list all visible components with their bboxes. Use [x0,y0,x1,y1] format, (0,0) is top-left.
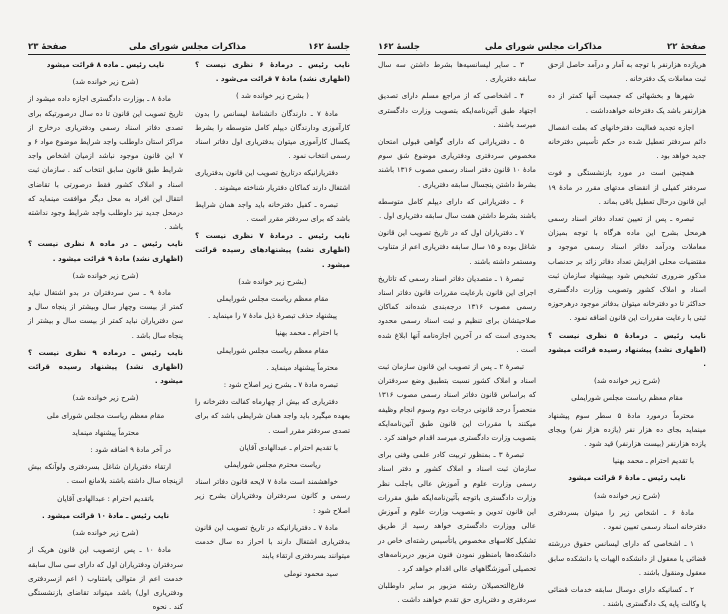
paragraph: (شرح زیر خوانده شد) [593,376,660,386]
paragraph: (بشرح زیر خوانده شد) [238,276,307,286]
paragraph: ۶ ـ دفتریارانی که دارای دیپلم کامل متوسطه باشند بشرط داشتن هفت سال سابقه دفتریاری اول . [378,196,536,221]
paragraph: ۷ ـ دفتریاران اول که در تاریخ تصویب این قانون شاغل بوده و ۱۵ سال سابقه دفتریاری اعم از متناوب ومستمر داشته باشند . [378,228,536,266]
column-left [378,58,536,605]
paragraph: دفتریارانیکه درتاریخ تصویب این قانون بدفتریاری اشتغال دارند کماکان دفتریار شناخته میشوند . [195,168,350,192]
paragraph: نایب رئیس ـ مادهٔ ۱۰ قرائت میشود . [41,510,170,520]
paragraph: با تقدیم احترام ـ محمد بهنیا [612,456,694,466]
paragraph: محترماً درمورد مادهٔ ۵ سطر سوم پیشنهاد مینماید بجای ده هزار نفر (یازده هزار نفر) وبجای یازده هزارنفر (بیست هزارنفر) قید شود . [548,410,706,449]
paragraph: (شرح زیر خوانده شد) [72,77,139,87]
paragraph: نایب رئیس ـ درماده ۹ نظری نیست ؟ (اظهاری نشد) پیشنهاد رسیده قرائت میشود . [28,347,183,386]
text-columns [28,58,350,612]
paragraph: (شرح زیر خوانده شد) [593,490,660,500]
paragraph: تبصرهٔ ۱ ـ متصدیان دفاتر اسناد رسمی که تاتاریخ اجرای این قانون بارعایت مقررات قانون دفاتر اسناد رسمی مصوب ۱۳۱۶ درجه‌بندی شده‌اند کماکان صلاحیتشان برای تنظیم و ثبت اسناد رسمی محدود بحدودی است که در آخرین اجازه‌نامه آنها ابلاغ شده است . [378,273,536,354]
paragraph: سید محمود نوملی [283,568,338,578]
paragraph: نایب رئیس ـ مادهٔ ۶ قرائت میشود [568,473,686,483]
text-columns [378,58,706,609]
paragraph: ۲ ـ کسانیکه دارای دوسال سابقه خدمات قضائی یا وکالت پایه یک دادگستری باشند . [548,584,706,609]
paragraph: مقام معظم ریاست مجلس شورایملی [216,345,329,355]
paragraph: شهرها و بخشهائی که جمعیت آنها کمتر از ده هزارنفر باشد یک دفترخانه خواهدداشت . [548,91,706,115]
page-number: صفحهٔ ۲۲ [667,42,706,52]
paragraph: نایب رئیس ـ درمادهٔ ۷ نظری نیست ؟ (اظهاری نشد) پیشنهادهای رسیده قرائت میشود . [195,231,350,269]
publication-title: مذاکرات مجلس شورای ملی [128,42,247,52]
paragraph: همچنین است در مورد بازنشستگی و فوت سردفتر کفیلی از انقضای مدتهای مقرر در مادهٔ ۱۹ این قانون درحال تعطیل باقی بماند . [548,168,706,206]
paragraph: (شرح زیر خوانده شد) [72,528,139,538]
paragraph: (شرح زیر خوانده شد) [72,270,139,280]
paragraph: ( بشرح زیر خوانده شد ) [236,91,309,101]
paragraph: مقام معظم ریاست مجلس شورای ملی [46,410,165,420]
paragraph: نایب رئیس ـ درمادهٔ ۶ نظری نیست ؟ (اظهاری نشد) مادهٔ ۷ قرائت می‌شود . [195,60,350,84]
paragraph: نایب رئیس ـ ماده ۸ قرائت میشود [46,60,165,69]
paragraph: مادهٔ ۶ ـ اشخاص زیر را میتوان بسردفتری دفترخانه اسناد رسمی تعیین نمود . [548,507,706,532]
paragraph: مادهٔ ۷ ـ دارندگان دانشنامهٔ لیسانس را بدون کارآموزی ودارندگان دیپلم کامل متوسطه را بشرط یکسال کارآموزی میتوان بدفتریاری اول دفاتر اسناد رسمی انتخاب نمود . [195,108,350,161]
paragraph: تبصره ـ کفیل دفترخانه باید واجد همان شرایط باشد که برای سردفتر مقرر است . [195,199,350,224]
paragraph: با احترام ـ محمد بهنیا [275,328,338,338]
paragraph: مقام معظم ریاست مجلس شورایملی [571,393,683,403]
paragraph: باتقدیم احترام : عبدالهادی آقایان [57,493,154,503]
paragraph: مادهٔ ۷ ـ دفتریارانیکه در تاریخ تصویب این قانون بدفتریاری اشتغال دارند با احراز ده سال خدمت میتوانند بسردفتری ارتقاء یابند [195,522,350,561]
paragraph: در آخر مادهٔ ۹ اضافه شود : [90,445,171,455]
paragraph: ۳ ـ سایر لیسانسیه‌ها بشرط داشتن سه سال سابقه دفتریاری . [378,60,536,84]
paragraph: نایب رئیس ـ در ماده ۸ نظری نیست ؟ (اظهاری نشد) مادهٔ ۹ قرائت میشود . [28,239,183,263]
column-right [195,58,350,581]
column-left [28,58,183,612]
paragraph: تبصرهٔ ۳ ـ بمنظور تربیت کادر علمی وفنی برای سازمان ثبت اسناد و املاک کشور و دفتر اسناد رسمی وزارت علوم و آموزش عالی باجلب نظر وزارت دادگستری باتوجه بآئین‌نامه‌ایکه طبق مقررات این قانون تدوین و بتصویب وزارت علوم و آموزش عالی ووزارت دادگستری خواهد رسید از طریق تشکیل کلاسهای مخصوص یاتأسیس رشته‌ای خاص در دانشکده‌ها بامنظور نمودن فنون مزبور دربرنامه‌های تحصیلی آموزشگاههای عالی اقدام خواهد کرد . [378,450,536,573]
page-header [378,38,706,55]
paragraph: تبصره مادهٔ ۷ ـ بشرح زیر اصلاح شود : [223,380,338,390]
paragraph: تبصرهٔ ۲ ـ پس از تصویب این قانون سازمان ثبت اسناد و املاک کشور نسبت بتطبیق وضع سردفتران که براساس قانون دفاتر اسناد رسمی مصوب ۱۳۱۶ منحصراً درحد قانونی درجات دوم وسوم انجام وظیفه میکنند با مقررات این قانون طبق آئین‌نامه‌ایکه بتصویب وزارت دادگستری میرسد اقدام خواهند کرد . [378,362,536,443]
publication-title: مذاکرات مجلس شورای ملی [484,42,603,52]
paragraph: هریازده هزارنفر با توجه به آمار و درآمد حاصل ازحق ثبت معاملات یک دفترخانه . [548,60,706,84]
page-header [28,38,350,55]
session-number: جلسهٔ ۱۶۲ [308,42,350,52]
paragraph: اجازه تجدید فعالیت دفترخانهای که بعلت انفصال دائم سردفتر تعطیل شده در حکم تأسیس دفترخانه جدید خواهد بود . [548,122,706,161]
paragraph: مقام معظم ریاست مجلس شورایملی [216,294,329,304]
paragraph: نایب رئیس ـ درمادهٔ ۵ نظری نیست ؟ (اظهاری نشد) پیشنهاد رسیده قرائت میشود . [548,330,706,369]
paragraph: محترماً پیشنهاد مینماید [72,427,139,437]
paragraph: پیشنهاد حذف تبصرهٔ ذیل مادهٔ ۷ را مینماید . [207,311,338,321]
column-right [548,58,706,609]
paragraph: ۴ ـ اشخاصی که از مراجع مسلم دارای تصدیق اجتهاد طبق آئین‌نامه‌ایکه بتصویب وزارت دادگستری میرسد باشند . [378,91,536,129]
session-number: جلسهٔ ۱۶۲ [378,42,420,52]
paragraph: ۱ ـ اشخاصی که دارای لیسانس حقوق دررشته قضائی یا معقول از دانشکده الهیات یا دانشکده سابق معقول ومنقول باشند . [548,539,706,577]
page-number: صفحهٔ ۲۳ [28,42,67,52]
right-page [364,0,728,609]
paragraph: مادهٔ ۸ ـ بوزارت دادگستری اجازه داده میشود از تاریخ تصویب این قانون تا ده سال درصورتیکه برای تصدی دفاتر اسناد رسمی ودفتریاری درخارج از مراکز استان داوطلب واجد شرایط موضوع مواد ۶ و ۷ این قانون موجود نباشد ازمیان اشخاص واجد شرایط طبق قانون سابق انتخاب کند . سازمان ثبت اسناد و املاک کشور فقط درصورتی با تقاضای انتقال این افراد به محل دیگر موافقت مینماید که درمحل جدید نیز داوطلب واجد شرایط وجود نداشته باشد . [28,94,183,232]
paragraph: ۵ ـ دفتریارانی که دارای گواهی قبولی امتحان مخصوص سردفتری ودفتریاری موضوع شق سوم مادهٔ ۱۰ قانون دفتر اسناد رسمی مصوب ۱۳۱۶ باشند بشرط داشتن پنجسال سابقه دفتریاری . [378,137,536,189]
paragraph: (شرح زیر خوانده شد) [72,393,139,403]
paragraph: فارغ‌التحصیلان رشته مزبور بر سایر داوطلبان سردفتری و دفتریاری حق تقدم خواهند داشت . [378,581,536,605]
paragraph: ارتقاء دفتریاران شاغل بسردفتری ولوآنکه بیش ازپنجاه سال داشته باشند بلامانع است . [28,462,183,486]
paragraph: مادهٔ ۱۰ ـ پس ازتصویب این قانون هریک از سردفتران ودفتریاران اول که دارای سی سال سابقه خدمت اعم از متوالی یامتناوب ( اعم ازسردفتری ودفتریاری اول) باشد میتواند تقاضای بازنشستگی کند . نحوه [28,545,183,612]
left-page [0,0,364,612]
paragraph: خواهشمند است مادهٔ ۷ لایحه قانون دفاتر اسناد رسمی و کانون سردفتران ودفتریاران بشرح زیر اصلاح شود : [195,477,350,515]
paragraph: محترماً پیشنهاد مینماید . [266,362,338,372]
paragraph: با تقدیم احترام ـ عبدالهادی آقایان [239,442,338,452]
paragraph: مادهٔ ۹ ـ سن سردفتران در بدو اشتغال نباید کمتر از بیست وچهار سال وبیشتر از پنجاه سال و سن دفتریاران نباید کمتر از بیست سال و بیشتر از پنجاه سال باشد . [28,288,183,340]
paragraph: ریاست محترم مجلس شورایملی [224,460,321,470]
paragraph: دفتریاری که بیش از چهارماه کفالت دفترخانه را بعهده میگیرد باید واجد همان شرایطی باشد که برای تصدی سردفتر مقرر است . [195,397,350,435]
paragraph: تبصره ـ پس از تعیین تعداد دفاتر اسناد رسمی هرمحل بشرح این ماده هرگاه با توجه بمیزان معاملات ودرآمد دفاتر اسناد رسمی موجود و مقتضیات محلی افزایش تعداد دفاتر زائد بر حدنصاب مذکور ضروری تشخیص شود بپیشنهاد سازمان ثبت اسناد و املاک کشور وتصویب وزارت دادگستری حداکثر تا دو دفترخانه میتوان بدفاتر موجود درهرحوزه ثبتی با رعایت مقررات این قانون اضافه نمود . [548,214,706,323]
